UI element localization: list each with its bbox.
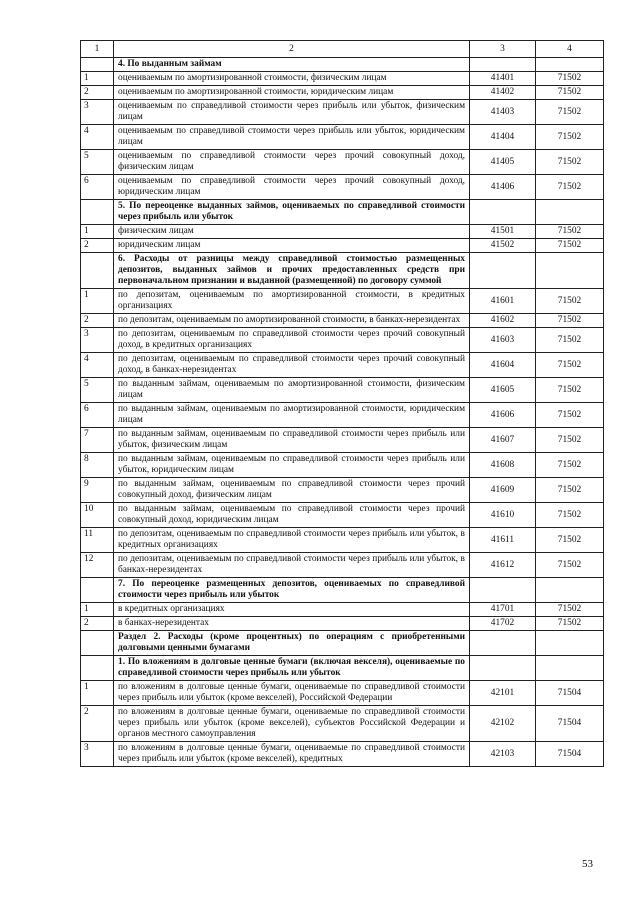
table-row	[81, 553, 604, 578]
header-cell-2: 2	[114, 41, 470, 58]
description-cell: по выданным займам, оцениваемым по справедливой стоимости через прибыль или убыток, юридическим лицам	[114, 453, 470, 478]
page-number: 53	[582, 858, 593, 870]
row-number-cell: 3	[81, 328, 114, 353]
account-code-cell	[470, 58, 536, 72]
symbol-code-cell: 71502	[536, 403, 604, 428]
row-number-cell: 1	[81, 681, 114, 706]
description-cell: по депозитам, оцениваемым по амортизированной стоимости, в банках-нерезидентах	[114, 314, 470, 328]
account-code-cell: 41610	[470, 503, 536, 528]
description-cell: в банках-нерезидентах	[114, 617, 470, 631]
symbol-code-cell	[536, 656, 604, 681]
symbol-code-cell: 71502	[536, 175, 604, 200]
account-code-cell	[470, 656, 536, 681]
symbol-code-cell: 71502	[536, 86, 604, 100]
account-code-cell: 41603	[470, 328, 536, 353]
table-row	[81, 353, 604, 378]
symbol-code-cell: 71504	[536, 742, 604, 767]
table-row	[81, 453, 604, 478]
symbol-code-cell: 71502	[536, 528, 604, 553]
table-row	[81, 86, 604, 100]
symbol-code-cell: 71502	[536, 453, 604, 478]
row-number-cell: 2	[81, 314, 114, 328]
row-number-cell: 6	[81, 403, 114, 428]
row-number-cell: 2	[81, 706, 114, 742]
account-code-cell: 41406	[470, 175, 536, 200]
symbol-code-cell: 71502	[536, 428, 604, 453]
section-title-cell: 1. По вложениям в долговые ценные бумаги (включая векселя), оцениваемые по справедливой стоимости через прибыль или убыток	[114, 656, 470, 681]
description-cell: оцениваемым по амортизированной стоимости, физическим лицам	[114, 72, 470, 86]
description-cell: по выданным займам, оцениваемым по амортизированной стоимости, физическим лицам	[114, 378, 470, 403]
account-code-cell	[470, 631, 536, 656]
table-body	[81, 41, 604, 767]
description-cell: физическим лицам	[114, 225, 470, 239]
row-number-cell: 12	[81, 553, 114, 578]
symbol-code-cell	[536, 58, 604, 72]
symbol-code-cell: 71502	[536, 225, 604, 239]
row-number-cell: 9	[81, 478, 114, 503]
symbol-code-cell	[536, 200, 604, 225]
section-title-cell: Раздел 2. Расходы (кроме процентных) по операциям с приобретенными долговыми ценными бумагами	[114, 631, 470, 656]
section-title-cell: 7. По переоценке размещенных депозитов, оцениваемых по справедливой стоимости через прибыль или убыток	[114, 578, 470, 603]
row-number-cell	[81, 200, 114, 225]
row-number-cell: 1	[81, 289, 114, 314]
description-cell: по выданным займам, оцениваемым по справедливой стоимости через прочий совокупный доход, юридическим лицам	[114, 503, 470, 528]
symbol-code-cell	[536, 631, 604, 656]
account-code-cell: 42101	[470, 681, 536, 706]
description-cell: по депозитам, оцениваемым по амортизированной стоимости, в кредитных организациях	[114, 289, 470, 314]
symbol-code-cell: 71502	[536, 553, 604, 578]
table-row	[81, 428, 604, 453]
symbol-code-cell: 71502	[536, 617, 604, 631]
section-row	[81, 253, 604, 289]
symbol-code-cell: 71502	[536, 239, 604, 253]
symbol-code-cell: 71502	[536, 72, 604, 86]
section-title-cell: 4. По выданным займам	[114, 58, 470, 72]
table-row	[81, 328, 604, 353]
description-cell: по вложениям в долговые ценные бумаги, оцениваемые по справедливой стоимости через прибыль или убыток (кроме векселей), кредитных	[114, 742, 470, 767]
account-code-cell	[470, 253, 536, 289]
description-cell: по депозитам, оцениваемым по справедливой стоимости через прибыль или убыток, в банках-нерезидентах	[114, 553, 470, 578]
section-row	[81, 200, 604, 225]
row-number-cell: 4	[81, 125, 114, 150]
description-cell: по выданным займам, оцениваемым по амортизированной стоимости, юридическим лицам	[114, 403, 470, 428]
section-row	[81, 578, 604, 603]
section-row	[81, 631, 604, 656]
row-number-cell: 1	[81, 225, 114, 239]
symbol-code-cell	[536, 578, 604, 603]
row-number-cell: 2	[81, 617, 114, 631]
row-number-cell	[81, 631, 114, 656]
table-row	[81, 617, 604, 631]
section-row	[81, 58, 604, 72]
symbol-code-cell: 71502	[536, 478, 604, 503]
table-row	[81, 528, 604, 553]
symbol-code-cell: 71502	[536, 314, 604, 328]
symbol-code-cell: 71502	[536, 378, 604, 403]
header-cell-1: 1	[81, 41, 114, 58]
row-number-cell: 1	[81, 72, 114, 86]
table-row	[81, 175, 604, 200]
description-cell: по депозитам, оцениваемым по справедливой стоимости через прочий совокупный доход, в банках-нерезидентах	[114, 353, 470, 378]
account-code-cell: 41611	[470, 528, 536, 553]
description-cell: в кредитных организациях	[114, 603, 470, 617]
description-cell: юридическим лицам	[114, 239, 470, 253]
symbol-code-cell: 71502	[536, 125, 604, 150]
row-number-cell: 10	[81, 503, 114, 528]
account-code-cell	[470, 200, 536, 225]
row-number-cell: 2	[81, 86, 114, 100]
header-cell-4: 4	[536, 41, 604, 58]
account-code-cell: 41602	[470, 314, 536, 328]
account-code-cell: 41608	[470, 453, 536, 478]
section-title-cell: 6. Расходы от разницы между справедливой стоимостью размещенных депозитов, выданных займов и прочих предоставленных средств при первоначальном признании и выданной (размещенной) по договору суммой	[114, 253, 470, 289]
section-title-cell: 5. По переоценке выданных займов, оцениваемых по справедливой стоимости через прибыль или убыток	[114, 200, 470, 225]
account-code-cell: 41404	[470, 125, 536, 150]
table-row	[81, 239, 604, 253]
row-number-cell: 3	[81, 742, 114, 767]
accounts-table	[80, 40, 604, 767]
description-cell: по выданным займам, оцениваемым по справедливой стоимости через прибыль или убыток, физическим лицам	[114, 428, 470, 453]
row-number-cell	[81, 253, 114, 289]
description-cell: по вложениям в долговые ценные бумаги, оцениваемые по справедливой стоимости через прибыль или убыток (кроме векселей), субъектов Российской Федерации и органов местного самоуправления	[114, 706, 470, 742]
symbol-code-cell: 71502	[536, 289, 604, 314]
table-row	[81, 603, 604, 617]
row-number-cell: 2	[81, 239, 114, 253]
row-number-cell: 1	[81, 603, 114, 617]
table-row	[81, 503, 604, 528]
table-row	[81, 125, 604, 150]
table-row	[81, 403, 604, 428]
row-number-cell: 5	[81, 150, 114, 175]
account-code-cell: 41606	[470, 403, 536, 428]
account-code-cell: 41605	[470, 378, 536, 403]
account-code-cell: 41612	[470, 553, 536, 578]
description-cell: оцениваемым по амортизированной стоимости, юридическим лицам	[114, 86, 470, 100]
symbol-code-cell	[536, 253, 604, 289]
symbol-code-cell: 71504	[536, 706, 604, 742]
table-row	[81, 478, 604, 503]
table-row	[81, 225, 604, 239]
row-number-cell: 4	[81, 353, 114, 378]
row-number-cell: 3	[81, 100, 114, 125]
table-row	[81, 314, 604, 328]
header-row	[81, 41, 604, 58]
symbol-code-cell: 71502	[536, 150, 604, 175]
symbol-code-cell: 71502	[536, 100, 604, 125]
description-cell: оцениваемым по справедливой стоимости через прочий совокупный доход, физическим лицам	[114, 150, 470, 175]
account-code-cell: 41604	[470, 353, 536, 378]
account-code-cell: 41501	[470, 225, 536, 239]
row-number-cell: 8	[81, 453, 114, 478]
symbol-code-cell: 71502	[536, 603, 604, 617]
row-number-cell	[81, 656, 114, 681]
account-code-cell: 41402	[470, 86, 536, 100]
row-number-cell: 7	[81, 428, 114, 453]
table-row	[81, 100, 604, 125]
account-code-cell: 41701	[470, 603, 536, 617]
header-cell-3: 3	[470, 41, 536, 58]
description-cell: оцениваемым по справедливой стоимости через прибыль или убыток, физическим лицам	[114, 100, 470, 125]
account-code-cell: 42102	[470, 706, 536, 742]
table-row	[81, 150, 604, 175]
table-row	[81, 289, 604, 314]
symbol-code-cell: 71502	[536, 503, 604, 528]
table-row	[81, 681, 604, 706]
description-cell: по депозитам, оцениваемым по справедливой стоимости через прочий совокупный доход, в кредитных организациях	[114, 328, 470, 353]
row-number-cell: 11	[81, 528, 114, 553]
description-cell: по депозитам, оцениваемым по справедливой стоимости через прибыль или убыток, в кредитных организациях	[114, 528, 470, 553]
account-code-cell: 41405	[470, 150, 536, 175]
description-cell: оцениваемым по справедливой стоимости через прочий совокупный доход, юридическим лицам	[114, 175, 470, 200]
description-cell: по выданным займам, оцениваемым по справедливой стоимости через прочий совокупный доход, физическим лицам	[114, 478, 470, 503]
account-code-cell: 41702	[470, 617, 536, 631]
section-row	[81, 656, 604, 681]
symbol-code-cell: 71502	[536, 353, 604, 378]
row-number-cell: 5	[81, 378, 114, 403]
account-code-cell: 41401	[470, 72, 536, 86]
table-row	[81, 378, 604, 403]
account-code-cell: 41502	[470, 239, 536, 253]
account-code-cell: 41607	[470, 428, 536, 453]
description-cell: оцениваемым по справедливой стоимости через прибыль или убыток, юридическим лицам	[114, 125, 470, 150]
account-code-cell	[470, 578, 536, 603]
account-code-cell: 41403	[470, 100, 536, 125]
symbol-code-cell: 71502	[536, 328, 604, 353]
description-cell: по вложениям в долговые ценные бумаги, оцениваемые по справедливой стоимости через прибыль или убыток (кроме векселей), Российской Федерации	[114, 681, 470, 706]
account-code-cell: 41601	[470, 289, 536, 314]
account-code-cell: 42103	[470, 742, 536, 767]
row-number-cell: 6	[81, 175, 114, 200]
table-row	[81, 706, 604, 742]
table-row	[81, 72, 604, 86]
row-number-cell	[81, 578, 114, 603]
table-row	[81, 742, 604, 767]
row-number-cell	[81, 58, 114, 72]
symbol-code-cell: 71504	[536, 681, 604, 706]
account-code-cell: 41609	[470, 478, 536, 503]
